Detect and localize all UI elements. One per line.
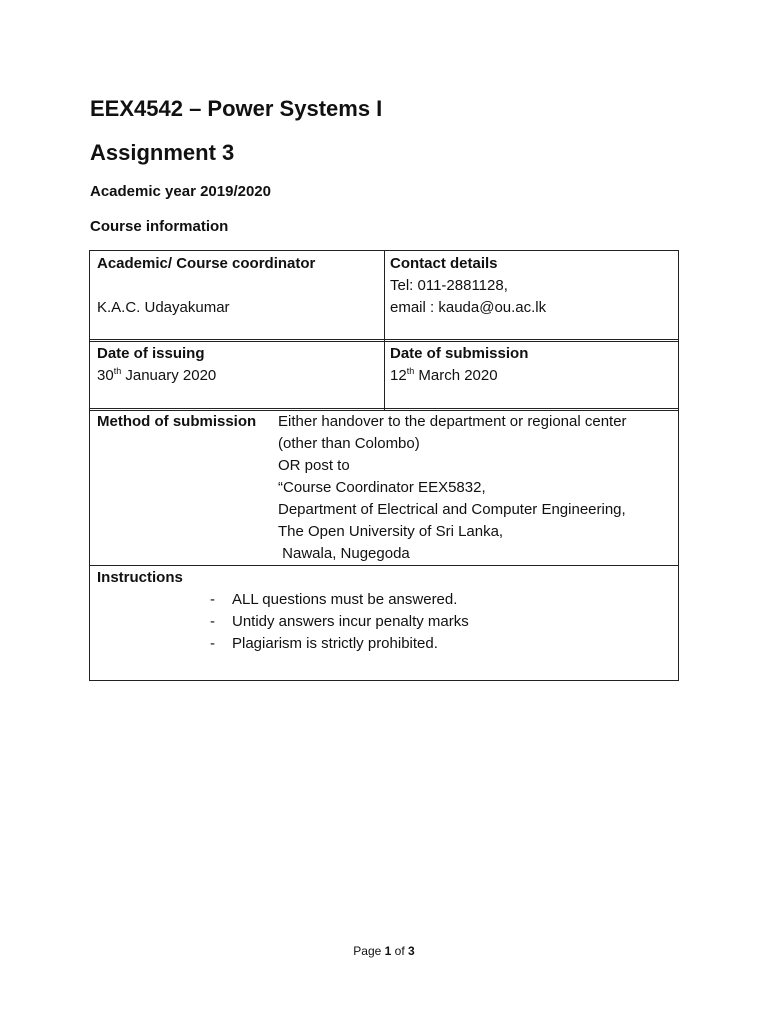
method-line: The Open University of Sri Lanka, [278, 523, 504, 540]
contact-label: Contact details [390, 255, 498, 272]
academic-year: Academic year 2019/2020 [90, 183, 271, 200]
row-divider [90, 565, 678, 566]
method-line: “Course Coordinator EEX5832, [278, 479, 486, 496]
method-line: Department of Electrical and Computer Engineering, [278, 501, 626, 518]
contact-email: email : kauda@ou.ac.lk [390, 299, 547, 316]
course-title: EEX4542 – Power Systems I [90, 96, 383, 121]
coordinator-label: Academic/ Course coordinator [97, 255, 316, 272]
course-info-table [89, 250, 679, 681]
method-text [278, 411, 627, 565]
method-line: (other than Colombo) [278, 435, 420, 452]
list-item: - Plagiarism is strictly prohibited. [210, 635, 438, 652]
method-label: Method of submission [97, 413, 257, 430]
list-item: - ALL questions must be answered. [210, 591, 458, 608]
list-item: - Untidy answers incur penalty marks [210, 613, 469, 630]
instructions-label: Instructions [97, 569, 183, 586]
issuing-date: 30th January 2020 [97, 366, 217, 384]
method-line: Nawala, Nugegoda [278, 545, 410, 562]
method-line: Either handover to the department or regional center [278, 413, 627, 430]
method-line: OR post to [278, 457, 350, 474]
submission-date: 12th March 2020 [390, 366, 498, 384]
section-heading: Course information [90, 218, 229, 235]
instructions-list [210, 589, 469, 655]
submission-label: Date of submission [390, 345, 529, 362]
coordinator-name: K.A.C. Udayakumar [97, 299, 230, 316]
page-number: Page 1 of 3 [353, 944, 415, 958]
issuing-label: Date of issuing [97, 345, 205, 362]
column-divider [384, 251, 385, 411]
assignment-title: Assignment 3 [90, 140, 235, 165]
contact-tel: Tel: 011-2881128, [390, 277, 508, 294]
